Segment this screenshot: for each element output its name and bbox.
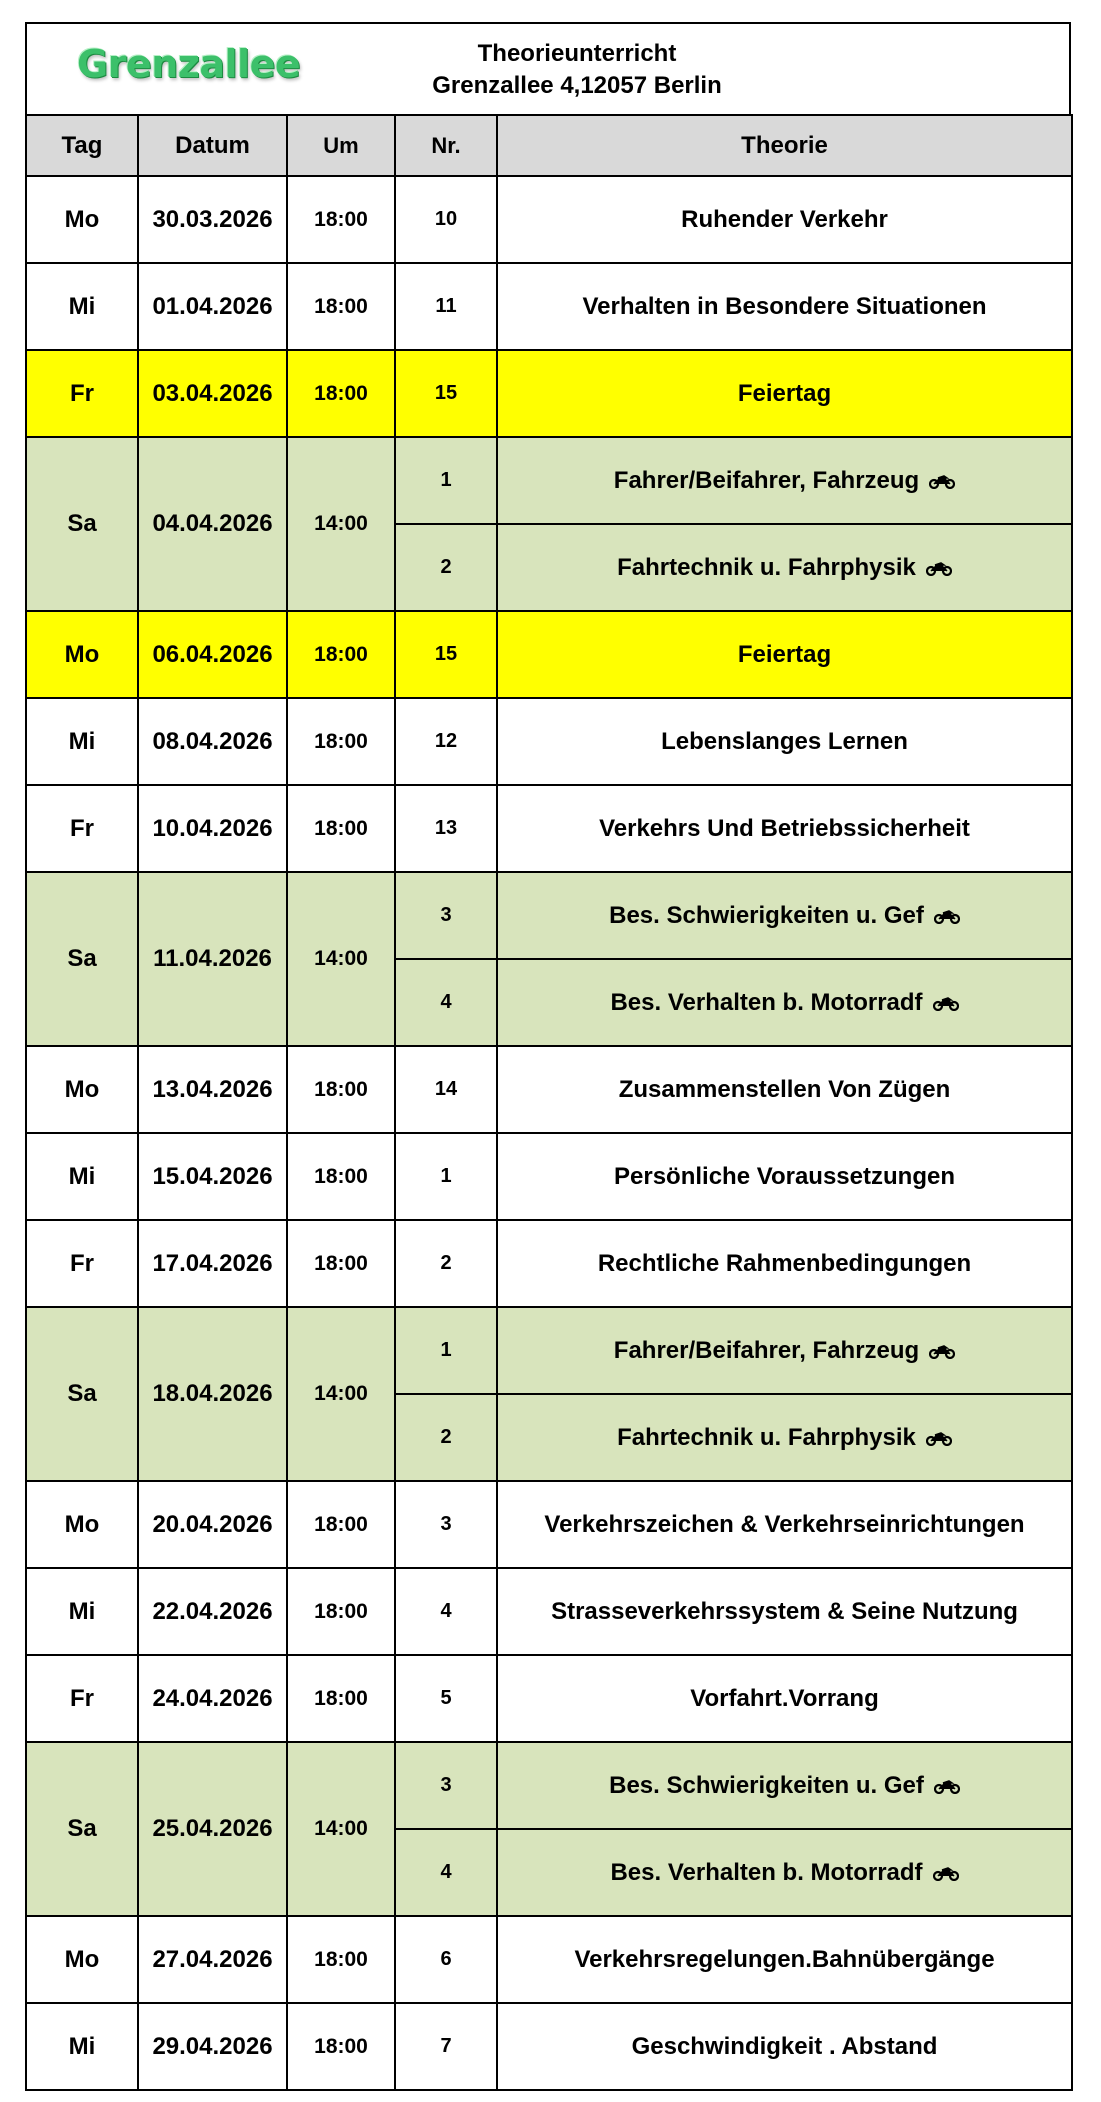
time-cell: 18:00	[287, 785, 395, 872]
topic-cell	[497, 698, 1072, 785]
time-cell: 14:00	[287, 437, 395, 611]
schedule-row	[26, 785, 1072, 872]
lesson-number-cell: 2	[395, 1394, 497, 1481]
day-cell: Mi	[26, 1133, 138, 1220]
brand-logo: Grenzallee	[77, 42, 301, 86]
schedule-row	[26, 1307, 1072, 1394]
topic-cell	[497, 1829, 1072, 1916]
time-cell: 18:00	[287, 1568, 395, 1655]
topic-label: Feiertag	[737, 640, 832, 668]
topic-cell	[497, 1133, 1072, 1220]
lesson-number-cell: 1	[395, 437, 497, 524]
date-cell: 30.03.2026	[138, 176, 287, 263]
time-cell: 18:00	[287, 1220, 395, 1307]
time-cell: 14:00	[287, 872, 395, 1046]
topic-label: Geschwindigkeit . Abstand	[631, 2032, 938, 2060]
lesson-number-cell: 14	[395, 1046, 497, 1133]
topic-label: Zusammenstellen Von Zügen	[618, 1075, 951, 1103]
topic-cell	[497, 1916, 1072, 2003]
topic-cell	[497, 1046, 1072, 1133]
date-cell: 18.04.2026	[138, 1307, 287, 1481]
day-cell: Mo	[26, 176, 138, 263]
column-header-number: Nr.	[395, 115, 497, 176]
time-cell: 18:00	[287, 1916, 395, 2003]
topic-cell	[497, 872, 1072, 959]
day-cell: Mo	[26, 1046, 138, 1133]
lesson-number-cell: 4	[395, 959, 497, 1046]
topic-label: Feiertag	[737, 379, 832, 407]
time-cell: 14:00	[287, 1742, 395, 1916]
time-cell: 18:00	[287, 2003, 395, 2090]
schedule-row	[26, 1742, 1072, 1829]
day-cell: Mi	[26, 2003, 138, 2090]
topic-label: Ruhender Verkehr	[681, 205, 888, 233]
day-cell: Sa	[26, 1307, 138, 1481]
schedule-title: Theorieunterricht	[477, 40, 677, 67]
time-cell: 18:00	[287, 1133, 395, 1220]
schedule-row	[26, 872, 1072, 959]
topic-cell	[497, 176, 1072, 263]
day-cell: Fr	[26, 1655, 138, 1742]
date-cell: 06.04.2026	[138, 611, 287, 698]
time-cell: 18:00	[287, 698, 395, 785]
schedule-row	[26, 698, 1072, 785]
schedule-row	[26, 1655, 1072, 1742]
lesson-number-cell: 1	[395, 1133, 497, 1220]
motorcycle-icon	[933, 1860, 959, 1876]
schedule-rows	[26, 176, 1072, 2090]
day-cell: Fr	[26, 350, 138, 437]
day-cell: Mo	[26, 1916, 138, 2003]
topic-cell	[497, 1220, 1072, 1307]
topic-label: Verkehrsregelungen.Bahnübergänge	[574, 1945, 995, 1973]
topic-cell	[497, 959, 1072, 1046]
lesson-number-cell: 15	[395, 350, 497, 437]
lesson-number-cell: 6	[395, 1916, 497, 2003]
topic-cell	[497, 263, 1072, 350]
topic-label: Bes. Verhalten b. Motorradf	[610, 1858, 923, 1886]
date-cell: 27.04.2026	[138, 1916, 287, 2003]
motorcycle-icon	[933, 990, 959, 1006]
topic-cell	[497, 1655, 1072, 1742]
date-cell: 22.04.2026	[138, 1568, 287, 1655]
schedule-row	[26, 350, 1072, 437]
lesson-number-cell: 1	[395, 1307, 497, 1394]
lesson-number-cell: 15	[395, 611, 497, 698]
topic-label: Verkehrszeichen & Verkehrseinrichtungen	[544, 1510, 1025, 1538]
topic-label: Persönliche Voraussetzungen	[614, 1162, 955, 1190]
day-cell: Mi	[26, 1568, 138, 1655]
lesson-number-cell: 7	[395, 2003, 497, 2090]
day-cell: Fr	[26, 785, 138, 872]
day-cell: Mo	[26, 1481, 138, 1568]
topic-label: Fahrer/Beifahrer, Fahrzeug	[613, 1336, 920, 1364]
column-header-time: Um	[287, 115, 395, 176]
time-cell: 18:00	[287, 350, 395, 437]
topic-cell	[497, 1481, 1072, 1568]
topic-label: Vorfahrt.Vorrang	[690, 1684, 879, 1712]
topic-label: Fahrtechnik u. Fahrphysik	[617, 1423, 916, 1451]
header-titles	[387, 38, 767, 102]
schedule-row	[26, 1481, 1072, 1568]
topic-cell	[497, 437, 1072, 524]
motorcycle-icon	[934, 1773, 960, 1789]
schedule-row	[26, 2003, 1072, 2090]
lesson-number-cell: 3	[395, 872, 497, 959]
schedule-row	[26, 1046, 1072, 1133]
column-header-day: Tag	[26, 115, 138, 176]
topic-label: Fahrer/Beifahrer, Fahrzeug	[613, 466, 920, 494]
time-cell: 18:00	[287, 1655, 395, 1742]
motorcycle-icon	[929, 468, 955, 484]
lesson-number-cell: 4	[395, 1568, 497, 1655]
date-cell: 20.04.2026	[138, 1481, 287, 1568]
time-cell: 18:00	[287, 176, 395, 263]
date-cell: 15.04.2026	[138, 1133, 287, 1220]
date-cell: 24.04.2026	[138, 1655, 287, 1742]
time-cell: 14:00	[287, 1307, 395, 1481]
date-cell: 10.04.2026	[138, 785, 287, 872]
topic-label: Bes. Verhalten b. Motorradf	[610, 988, 923, 1016]
schedule-row	[26, 176, 1072, 263]
day-cell: Mi	[26, 263, 138, 350]
motorcycle-icon	[926, 1425, 952, 1441]
day-cell: Fr	[26, 1220, 138, 1307]
column-header-row	[26, 115, 1072, 176]
topic-cell	[497, 1307, 1072, 1394]
topic-cell	[497, 611, 1072, 698]
time-cell: 18:00	[287, 611, 395, 698]
schedule-sheet	[25, 22, 1071, 2091]
topic-cell	[497, 1742, 1072, 1829]
schedule-row	[26, 437, 1072, 524]
day-cell: Mi	[26, 698, 138, 785]
day-cell: Sa	[26, 872, 138, 1046]
schedule-row	[26, 1568, 1072, 1655]
schedule-header	[25, 22, 1071, 114]
topic-label: Verhalten in Besondere Situationen	[582, 292, 987, 320]
topic-cell	[497, 524, 1072, 611]
date-cell: 01.04.2026	[138, 263, 287, 350]
lesson-number-cell: 4	[395, 1829, 497, 1916]
column-header-date: Datum	[138, 115, 287, 176]
topic-cell	[497, 1394, 1072, 1481]
day-cell: Sa	[26, 1742, 138, 1916]
time-cell: 18:00	[287, 1481, 395, 1568]
time-cell: 18:00	[287, 1046, 395, 1133]
motorcycle-icon	[929, 1338, 955, 1354]
date-cell: 03.04.2026	[138, 350, 287, 437]
date-cell: 17.04.2026	[138, 1220, 287, 1307]
lesson-number-cell: 3	[395, 1742, 497, 1829]
time-cell: 18:00	[287, 263, 395, 350]
topic-label: Bes. Schwierigkeiten u. Gef	[609, 901, 924, 929]
schedule-row	[26, 611, 1072, 698]
lesson-number-cell: 10	[395, 176, 497, 263]
date-cell: 04.04.2026	[138, 437, 287, 611]
lesson-number-cell: 13	[395, 785, 497, 872]
day-cell: Mo	[26, 611, 138, 698]
topic-cell	[497, 785, 1072, 872]
schedule-row	[26, 1220, 1072, 1307]
lesson-number-cell: 3	[395, 1481, 497, 1568]
schedule-row	[26, 1133, 1072, 1220]
lesson-number-cell: 2	[395, 1220, 497, 1307]
schedule-table	[25, 114, 1073, 2091]
topic-label: Bes. Schwierigkeiten u. Gef	[609, 1771, 924, 1799]
school-address: Grenzallee 4,12057 Berlin	[432, 72, 722, 99]
day-cell: Sa	[26, 437, 138, 611]
date-cell: 29.04.2026	[138, 2003, 287, 2090]
topic-cell	[497, 2003, 1072, 2090]
topic-label: Strasseverkehrssystem & Seine Nutzung	[551, 1597, 1018, 1625]
column-header-topic: Theorie	[497, 115, 1072, 176]
topic-cell	[497, 1568, 1072, 1655]
topic-cell	[497, 350, 1072, 437]
topic-label: Lebenslanges Lernen	[661, 727, 908, 755]
topic-label: Verkehrs Und Betriebssicherheit	[599, 814, 970, 842]
lesson-number-cell: 5	[395, 1655, 497, 1742]
lesson-number-cell: 2	[395, 524, 497, 611]
motorcycle-icon	[934, 903, 960, 919]
topic-label: Rechtliche Rahmenbedingungen	[597, 1249, 972, 1277]
schedule-row	[26, 1916, 1072, 2003]
date-cell: 13.04.2026	[138, 1046, 287, 1133]
date-cell: 08.04.2026	[138, 698, 287, 785]
topic-label: Fahrtechnik u. Fahrphysik	[617, 553, 916, 581]
schedule-row	[26, 263, 1072, 350]
date-cell: 25.04.2026	[138, 1742, 287, 1916]
motorcycle-icon	[926, 555, 952, 571]
date-cell: 11.04.2026	[138, 872, 287, 1046]
lesson-number-cell: 11	[395, 263, 497, 350]
lesson-number-cell: 12	[395, 698, 497, 785]
